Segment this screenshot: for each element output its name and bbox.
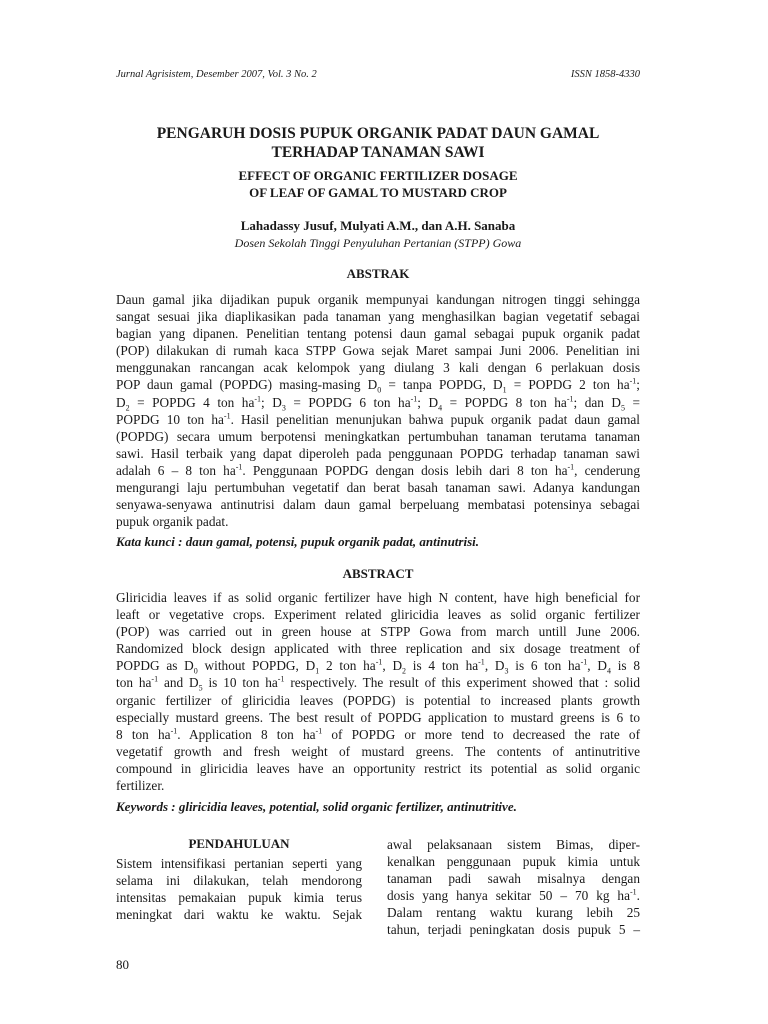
text-line: selama ini dilakukan, telah mendorong (116, 873, 362, 889)
text-line: menggunakan rancangan acak kelompok yang diulang 3 kali dengan 6 perlakuan dosis (116, 360, 640, 376)
english-title (116, 167, 640, 201)
text-line: sawi. Hasil terbaik yang dapat diperoleh pada penggunaan POPDG terhadap tanaman sawi (116, 445, 640, 461)
text-line: POP daun gamal (POPDG) masing-masing $D_0$ = tanpa POPDG, $D_1$ = POPDG 2 ton $ha^{-1}$; (116, 377, 640, 396)
text-line: POPDG as $D_0$ without POPDG, $D_1$ 2 ton $ha^{-1}$, $D_2$ is 4 ton $ha^{-1}$, $D_3$ is 6 ton $ha^{-1}$, $D_4$ is 8 (116, 657, 640, 677)
issn: ISSN 1858-4330 (570, 69, 640, 80)
text-line: fertilizer. (116, 778, 165, 794)
pendahuluan-heading: PENDAHULUAN (188, 836, 290, 851)
text-line: awal pelaksanaan sistem Bimas, diper- (387, 837, 640, 852)
text-line: ton $ha^{-1}$ and $D_5$ is 10 ton $ha^{-1}$ respectively. The result of this experiment showed that : solid (116, 675, 640, 694)
text-line: Sistem intensifikasi pertanian seperti yang (116, 856, 362, 871)
text-line: meningkat dari waktu ke waktu. Sejak (116, 907, 362, 923)
text-line: Dalam rentang waktu kurang lebih 25 (387, 905, 640, 921)
keywords: Keywords : gliricidia leaves, potential, solid organic fertilizer, antinutritive. (116, 799, 517, 814)
abstract-body (116, 589, 640, 794)
text-line: adalah 6 – 8 ton $ha^{-1}$. Penggunaan POPDG dengan dosis lebih dari 8 ton $ha^{-1}$, cenderung (116, 462, 640, 478)
text-line: $D_2$ = POPDG 4 ton $ha^{-1}$; $D_3$ = POPDG 6 ton $ha^{-1}$; $D_4$ = POPDG 8 ton $ha^{-1}$; dan $D_5$ = (116, 394, 640, 413)
text-line: POPDG 10 ton $ha^{-1}$. Hasil penelitian menunjukan bahwa pupuk organik padat daun gamal (116, 411, 640, 427)
intro-right-column (387, 836, 640, 939)
text-line: leaft or vegetative crops. Experiment related gliricidia leaves as solid organic fertilizer (116, 607, 640, 623)
text-line: senyawa-senyawa antinutrisi dalam daun gamal berpeluang membatasi potensinya sebagai (116, 497, 640, 513)
page-number: 80 (116, 957, 129, 972)
intro-left-column (116, 855, 362, 923)
text-line: (POP) was carried out in green house at STPP Gowa from march untill June 2006. (116, 624, 640, 640)
abstract-heading: ABSTRACT (342, 566, 414, 581)
text-line: organic fertilizer of gliricidia leaves (POPDG) is potential to increased plants growth (116, 692, 640, 708)
text-line: Daun gamal jika dijadikan pupuk organik mempunyai kandungan nitrogen tinggi sehingga (116, 292, 640, 307)
text-line: tahun, terjadi peningkatan dosis pupuk 5 – (387, 922, 640, 938)
affiliation: Dosen Sekolah Tinggi Penyuluhan Pertanian (STPP) Gowa (234, 236, 522, 250)
authors: Lahadassy Jusuf, Mulyati A.M., dan A.H. Sanaba (240, 218, 516, 233)
text-line: bagian yang dipanen. Penelitian tentang potensi daun gamal sebagai pupuk organik padat (116, 326, 640, 342)
subtitle-line: OF LEAF OF GAMAL TO MUSTARD CROP (249, 185, 507, 200)
paper-title (116, 124, 640, 162)
text-line: intensitas pemakaian pupuk kimia terus (116, 890, 362, 906)
text-line: especially mustard greens. The best result of POPDG application to mustard greens is 6 to (116, 709, 640, 725)
title-line: TERHADAP TANAMAN SAWI (271, 144, 485, 161)
text-line: compound in gliricidia leaves have an opportunity restrict its potential as solid organic (116, 760, 640, 776)
text-line: pupuk organik padat. (116, 514, 229, 530)
kata-kunci: Kata kunci : daun gamal, potensi, pupuk organik padat, antinutrisi. (116, 534, 480, 549)
abstrak-body (116, 291, 640, 530)
running-header (116, 69, 640, 80)
text-line: (POPDG) secara umum berpotensi meningkatkan pertumbuhan tanaman terutama tanaman (116, 428, 640, 444)
text-line: 8 ton $ha^{-1}$. Application 8 ton $ha^{-1}$ of POPDG or more tend to decreased the rate of (116, 726, 640, 742)
text-line: tanaman padi sawah misalnya dengan (387, 871, 640, 887)
text-line: dosis yang hanya sekitar 50 – 70 kg $ha^{-1}$. (387, 887, 640, 904)
text-line: (POP) dilakukan di rumah kaca STPP Gowa sejak Maret sampai Juni 2006. Penelitian ini (116, 343, 640, 359)
abstrak-heading: ABSTRAK (346, 266, 410, 281)
subtitle-line: EFFECT OF ORGANIC FERTILIZER DOSAGE (238, 168, 518, 183)
text-line: Randomized block design applicated with three replication and six dosage treatment of (116, 641, 640, 657)
text-line: sangat sesuai jika diaplikasikan pada tanaman yang menghasilkan bagian vegetatif sebagai (116, 309, 640, 325)
journal-name: Jurnal Agrisistem, Desember 2007, Vol. 3 No. 2 (116, 69, 317, 80)
title-line: PENGARUH DOSIS PUPUK ORGANIK PADAT DAUN GAMAL (156, 125, 600, 142)
text-line: Gliricidia leaves if as solid organic fertilizer have high N content, have high beneficial for (116, 590, 640, 605)
text-line: kenalkan penggunaan pupuk kimia untuk (387, 854, 640, 870)
text-line: vegetatif growth and fresh weight of mustard greens. The contents of antinutritive (116, 743, 640, 759)
text-line: mengurangi laju pertumbuhan vegetatif dan berat basah tanaman sawi. Adanya kandungan (116, 480, 640, 496)
